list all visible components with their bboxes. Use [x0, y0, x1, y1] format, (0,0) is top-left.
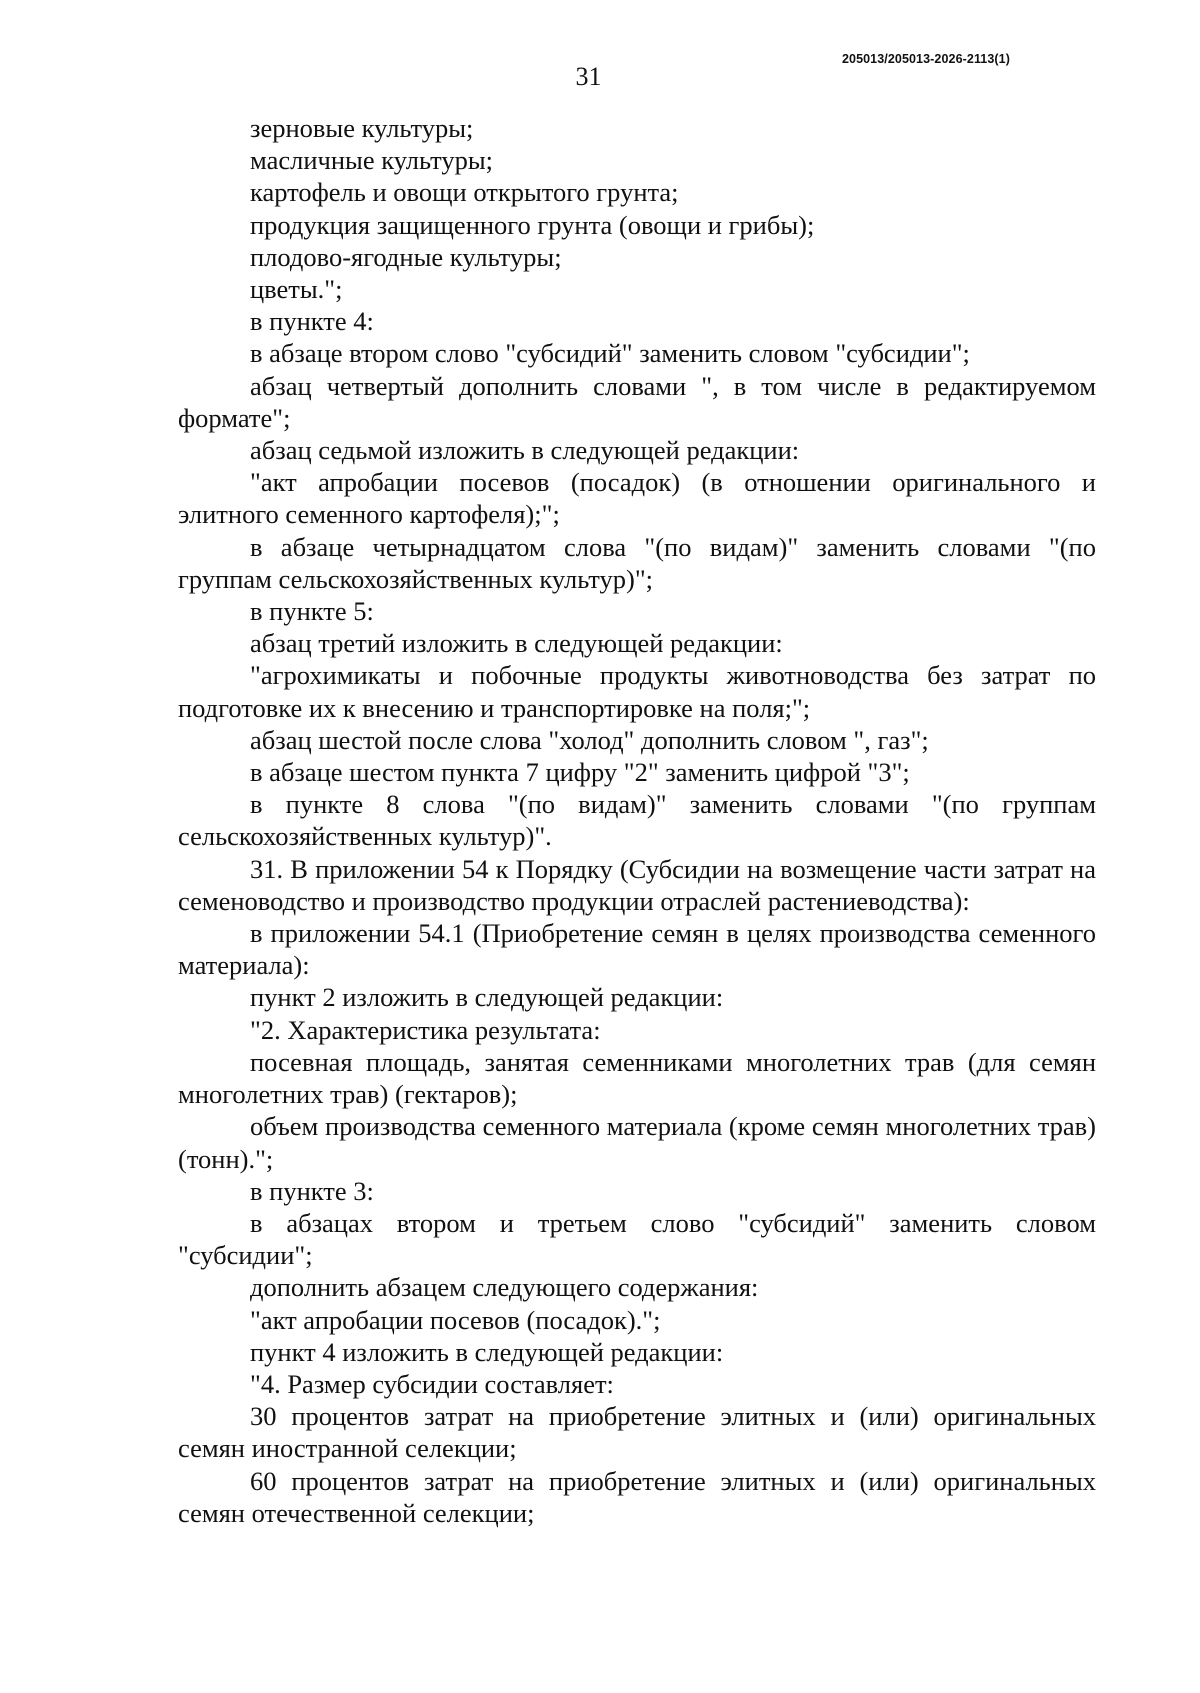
paragraph: абзац третий изложить в следующей редакции: — [250, 628, 783, 659]
paragraph: посевная площадь, занятая семенниками многолетних трав (для семян многолетних трав) (гектаров); — [178, 1046, 1096, 1110]
paragraph: пункт 4 изложить в следующей редакции: — [250, 1336, 724, 1367]
paragraph: абзац шестой после слова "холод" дополнить словом ", газ"; — [250, 724, 929, 755]
paragraph: "4. Размер субсидии составляет: — [250, 1368, 614, 1399]
paragraph: "2. Характеристика результата: — [250, 1014, 601, 1045]
document-body — [178, 112, 1096, 1529]
paragraph: в приложении 54.1 (Приобретение семян в целях производства семенного материала): — [178, 918, 1096, 981]
paragraph: в пункте 4: — [250, 306, 374, 337]
paragraph: "агрохимикаты и побочные продукты животноводства без затрат по подготовке их к внесению и транспортировке на поля;"; — [178, 660, 1096, 723]
paragraph: в абзаце втором слово "субсидий" заменить словом "субсидии"; — [250, 338, 970, 369]
paragraph: в абзаце шестом пункта 7 цифру "2" заменить цифрой "3"; — [250, 757, 910, 788]
paragraph: зерновые культуры; — [250, 113, 474, 143]
paragraph: плодово-ягодные культуры; — [250, 241, 562, 272]
paragraph: в абзацах втором и третьем слово "субсидий" заменить словом "субсидии"; — [178, 1207, 1096, 1271]
paragraph: абзац седьмой изложить в следующей редакции: — [250, 435, 800, 466]
paragraph: пункт 2 изложить в следующей редакции: — [250, 982, 724, 1013]
paragraph: "акт апробации посевов (посадок) (в отношении оригинального и элитного семенного картофеля);"; — [178, 467, 1096, 530]
paragraph: объем производства семенного материала (кроме семян многолетних трав) (тонн)."; — [178, 1111, 1096, 1174]
paragraph: в пункте 8 слова "(по видам)" заменить словами "(по группам сельскохозяйственных культур)". — [178, 789, 1096, 852]
paragraph: 31. В приложении 54 к Порядку (Субсидии на возмещение части затрат на семеноводство и производство продукции отраслей растениеводства): — [178, 853, 1096, 916]
paragraph: "акт апробации посевов (посадок)."; — [250, 1304, 661, 1335]
document-code: 205013/205013-2026-2113(1) — [841, 52, 1010, 66]
paragraph: 30 процентов затрат на приобретение элитных и (или) оригинальных семян иностранной селекции; — [178, 1401, 1096, 1464]
paragraph: картофель и овощи открытого грунта; — [250, 177, 679, 208]
paragraph: продукция защищенного грунта (овощи и грибы); — [250, 209, 815, 240]
paragraph: в пункте 3: — [250, 1175, 374, 1206]
page-number: 31 — [575, 62, 602, 91]
paragraph: цветы."; — [250, 274, 343, 305]
paragraph: дополнить абзацем следующего содержания: — [250, 1272, 759, 1303]
paragraph: в абзаце четырнадцатом слова "(по видам)" заменить словами "(по группам сельскохозяйственных культур)"; — [178, 531, 1096, 594]
paragraph: масличные культуры; — [250, 145, 494, 176]
paragraph: в пункте 5: — [250, 596, 374, 627]
paragraph: 60 процентов затрат на приобретение элитных и (или) оригинальных семян отечественной селекции; — [178, 1465, 1096, 1528]
paragraph: абзац четвертый дополнить словами ", в том числе в редактируемом формате"; — [178, 370, 1096, 433]
